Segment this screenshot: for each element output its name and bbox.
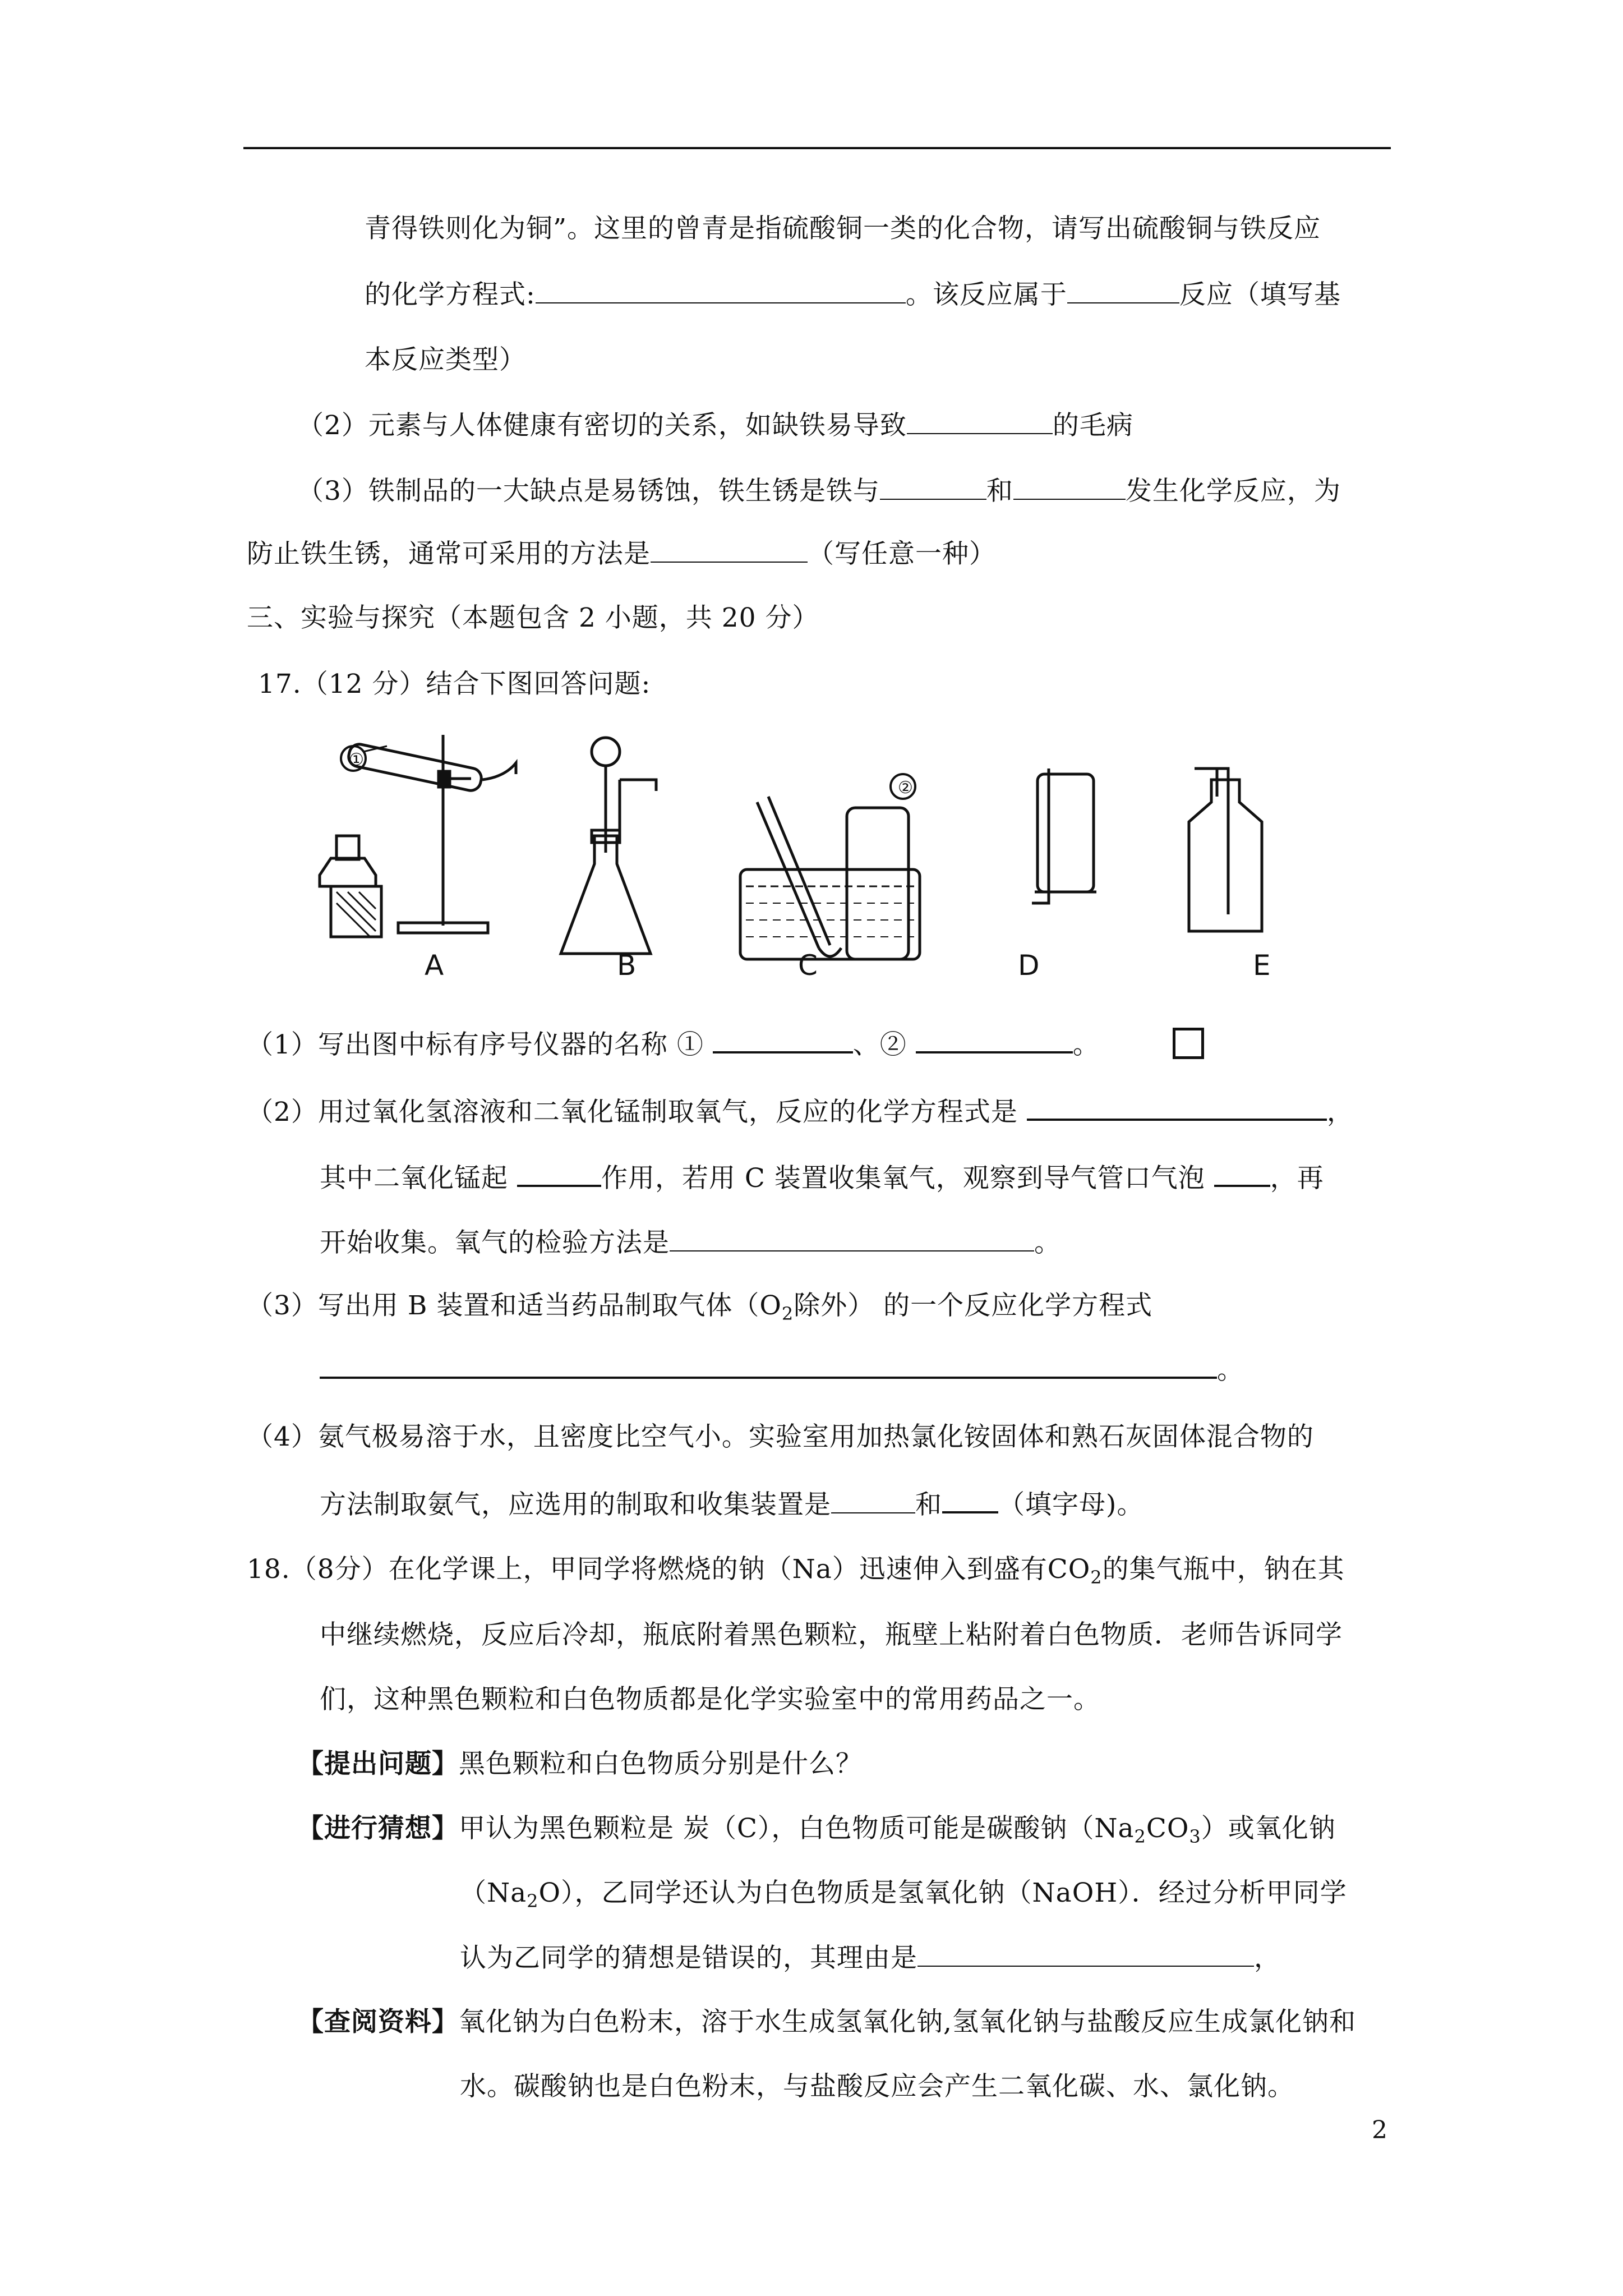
question-17-title: 17.（12 分）结合下图回答问题: <box>258 669 651 700</box>
figure-label-e: E <box>1253 949 1271 982</box>
text-line: 【进行猜想】甲认为黑色颗粒是 炭（C），白色物质可能是碳酸钠$(Na_2CO_3)$或氧化钠 <box>297 1813 1336 1847</box>
text-line: 防止铁生锈，通常可采用的方法是 （写任意一种） <box>247 537 996 571</box>
section-heading: 三、实验与探究（本题包含 2 小题，共 20 分） <box>247 602 819 633</box>
marker-1: ① <box>349 750 364 770</box>
text-line: 水。碳酸钠也是白色粉末，与盐酸反应会产生二氧化碳、水、氯化钠。 <box>460 2071 1294 2102</box>
page-number: 2 <box>1372 2116 1387 2145</box>
text-line: 【提出问题】黑色颗粒和白色物质分别是什么？ <box>297 1749 863 1779</box>
answer-blank[interactable] <box>1214 1160 1270 1187</box>
answer-blank[interactable] <box>880 474 986 500</box>
answer-blank[interactable] <box>1067 278 1179 303</box>
lab-apparatus-figure <box>314 724 1329 987</box>
text-line: $(Na_2O)$，乙同学还认为白色物质是氢氧化钠（NaOH）．经过分析甲同学 <box>460 1878 1347 1912</box>
text-line: 中继续燃烧，反应后冷却，瓶底附着黑色颗粒，瓶壁上粘附着白色物质．老师告诉同学 <box>320 1619 1343 1650</box>
answer-checkbox[interactable] <box>1173 1028 1204 1059</box>
text-line: （4）氨气极易溶于水，且密度比空气小。实验室用加热氯化铵固体和熟石灰固体混合物的 <box>247 1421 1314 1452</box>
apparatus-b <box>561 738 656 954</box>
apparatus-e <box>1189 769 1262 931</box>
text-line: 方法制取氨气，应选用的制取和收集装置是 和 （填字母)。 <box>320 1487 1144 1522</box>
answer-blank[interactable] <box>942 1487 998 1513</box>
apparatus-d <box>1032 769 1096 903</box>
answer-blank[interactable] <box>320 1352 1217 1379</box>
text-line: （2）元素与人体健康有密切的关系，如缺铁易导致 的毛病 <box>297 408 1133 443</box>
apparatus-c <box>740 774 920 959</box>
answer-blank[interactable] <box>713 1027 853 1053</box>
answer-blank[interactable] <box>1013 474 1126 500</box>
figure-label-d: D <box>1018 949 1040 982</box>
figure-label-b: B <box>617 949 637 982</box>
text-line: 认为乙同学的猜想是错误的，其理由是 ， <box>460 1941 1281 1975</box>
answer-blank[interactable] <box>917 1941 1254 1967</box>
text-line: （3）写出用 B 装置和适当药品制取气体（$O_2$除外） 的一个反应化学方程式 <box>247 1290 1153 1324</box>
text-line: （2）用过氧化氢溶液和二氧化锰制取氧气，反应的化学方程式是 ， <box>247 1094 1354 1129</box>
answer-blank[interactable] <box>907 408 1053 434</box>
text-line: 们，这种黑色颗粒和白色物质都是化学实验室中的常用药品之一。 <box>320 1684 1100 1715</box>
answer-blank[interactable] <box>651 537 808 563</box>
text-line: 开始收集。氧气的检验方法是 。 <box>320 1226 1061 1260</box>
text-line: 【查阅资料】氧化钠为白色粉末，溶于水生成氢氧化钠,氢氧化钠与盐酸反应生成氯化钠和 <box>297 2007 1356 2037</box>
text-line: 青得铁则化为铜”。这里的曾青是指硫酸铜一类的化合物，请写出硫酸铜与铁反应 <box>365 213 1321 244</box>
text-line: 。 <box>320 1352 1244 1387</box>
text-line: （3）铁制品的一大缺点是易锈蚀，铁生锈是铁与 和 发生化学反应，为 <box>297 474 1341 508</box>
figure-label-a: A <box>425 949 444 982</box>
text-line: 本反应类型） <box>365 344 526 375</box>
answer-blank[interactable] <box>1027 1094 1327 1121</box>
answer-blank[interactable] <box>536 278 906 303</box>
header-rule <box>243 147 1391 149</box>
text-line: 其中二氧化锰起 作用，若用 C 装置收集氧气，观察到导气管口气泡 ，再 <box>320 1160 1324 1195</box>
answer-blank[interactable] <box>517 1160 601 1187</box>
apparatus-a <box>320 735 516 937</box>
marker-2: ② <box>898 778 913 798</box>
answer-blank[interactable] <box>916 1027 1073 1053</box>
question-18-title: 18.（8分）在化学课上，甲同学将燃烧的钠（Na）迅速伸入到盛有$CO_2$的集气瓶中，钠在其 <box>247 1554 1345 1588</box>
answer-blank[interactable] <box>831 1488 915 1513</box>
answer-blank[interactable] <box>670 1226 1034 1251</box>
figure-label-c: C <box>798 949 818 982</box>
text-line: 的化学方程式: 。该反应属于 反应（填写基 <box>365 278 1341 312</box>
text-line: （1）写出图中标有序号仪器的名称 ① 、② 。 <box>247 1027 1100 1062</box>
